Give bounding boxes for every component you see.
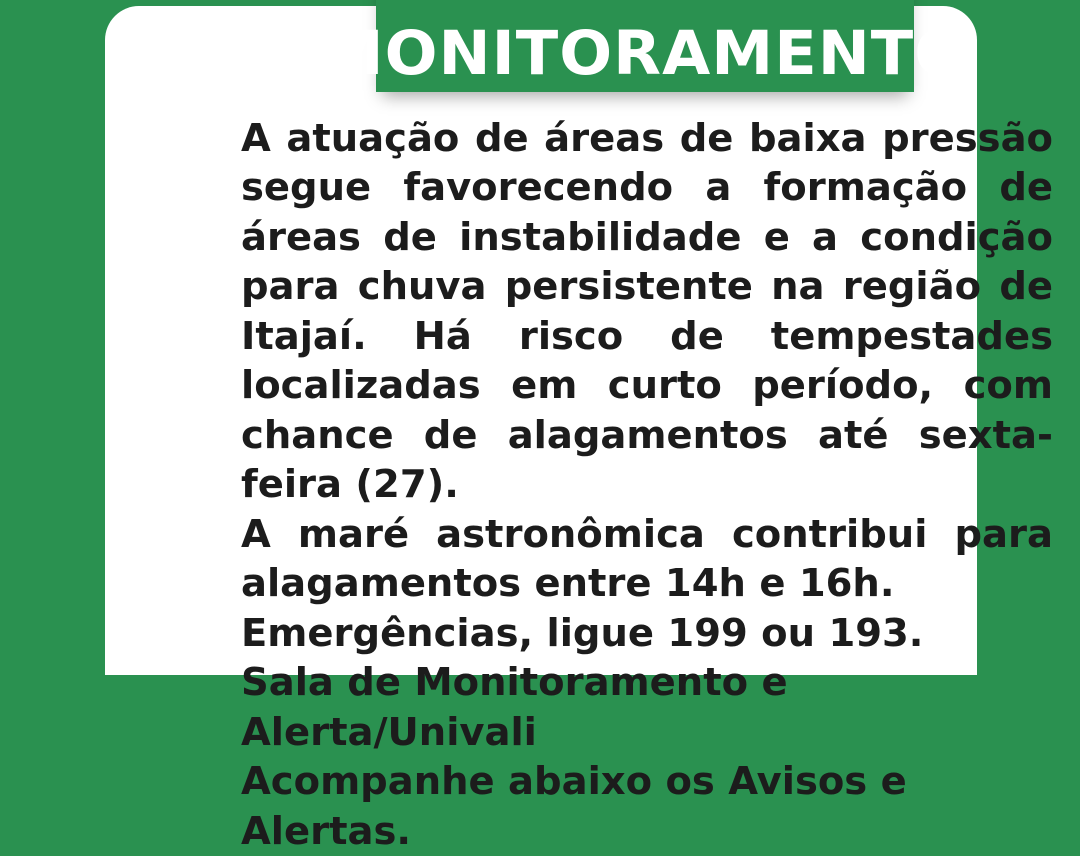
paragraph-source: Sala de Monitoramento e Alerta/Univali — [241, 660, 788, 755]
body-copy — [241, 114, 1053, 856]
paragraph-tide: A maré astronômica contribui para alagamentos entre 14h e 16h. — [241, 511, 1053, 607]
paragraph-forecast: A atuação de áreas de baixa pressão segue favorecendo a formação de áreas de instabilidade e a condição para chuva persistente na região de Itajaí. Há risco de tempestades localizadas em curto período, com chance de alagamentos até sexta-feira (27). — [241, 116, 1053, 508]
paragraph-followup: Acompanhe abaixo os Avisos e Alertas. — [241, 759, 907, 854]
title-banner — [321, 0, 969, 92]
content-card — [105, 6, 1053, 854]
paragraph-emergency-numbers: Emergências, ligue 199 ou 193. — [241, 610, 924, 656]
page-title: MONITORAMENTO — [321, 18, 969, 89]
